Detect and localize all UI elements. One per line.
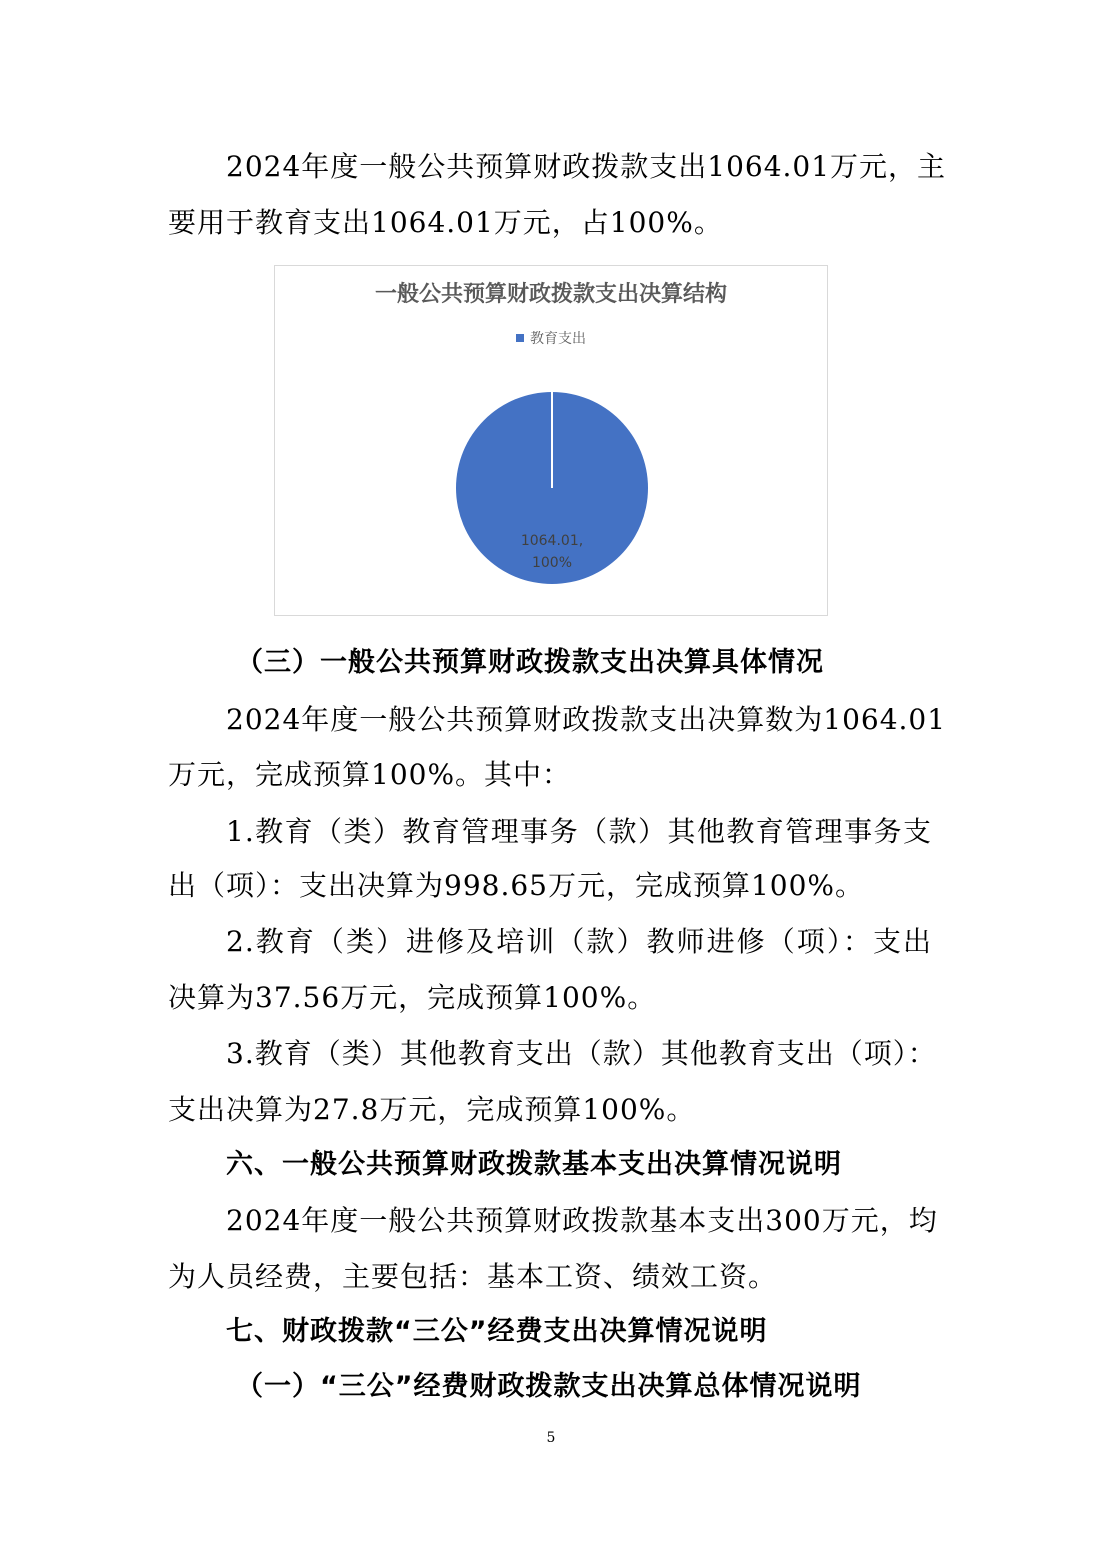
section-3-paragraph-line-2: 万元，完成预算100%。其中： [168, 758, 572, 791]
section-6-heading: 六、一般公共预算财政拨款基本支出决算情况说明 [226, 1149, 842, 1180]
item-2-line-1: 2.教育（类）进修及培训（款）教师进修（项）：支出 [226, 925, 932, 958]
expenditure-structure-chart [274, 265, 828, 616]
item-1-line-2: 出（项）：支出决算为998.65万元，完成预算100%。 [168, 869, 865, 902]
item-2-line-2: 决算为37.56万元，完成预算100%。 [168, 981, 657, 1014]
legend-label-education: 教育支出 [530, 331, 586, 347]
section-3-paragraph-line-1: 2024年度一般公共预算财政拨款支出决算数为1064.01 [226, 703, 947, 736]
data-label-value: 1064.01, [520, 533, 584, 549]
section-6-paragraph-line-1: 2024年度一般公共预算财政拨款基本支出300万元，均 [226, 1204, 938, 1237]
section-7-heading: 七、财政拨款“三公”经费支出决算情况说明 [226, 1316, 768, 1347]
chart-title: 一般公共预算财政拨款支出决算结构 [374, 282, 727, 307]
section-3-heading: （三）一般公共预算财政拨款支出决算具体情况 [236, 647, 824, 678]
item-3-line-2: 支出决算为27.8万元，完成预算100%。 [168, 1093, 696, 1126]
intro-paragraph-line-1: 2024年度一般公共预算财政拨款支出1064.01万元，主 [226, 150, 947, 183]
section-6-paragraph-line-2: 为人员经费，主要包括：基本工资、绩效工资。 [168, 1260, 778, 1293]
item-3-line-1: 3.教育（类）其他教育支出（款）其他教育支出（项）： [226, 1037, 937, 1070]
data-label-percent: 100% [531, 555, 573, 571]
page-number: 5 [546, 1430, 556, 1446]
item-1-line-1: 1.教育（类）教育管理事务（款）其他教育管理事务支 [226, 815, 932, 848]
intro-paragraph-line-2: 要用于教育支出1064.01万元，占100%。 [168, 206, 723, 239]
pie-chart-svg [275, 266, 827, 615]
section-7-subheading: （一）“三公”经费财政拨款支出决算总体情况说明 [236, 1371, 862, 1402]
